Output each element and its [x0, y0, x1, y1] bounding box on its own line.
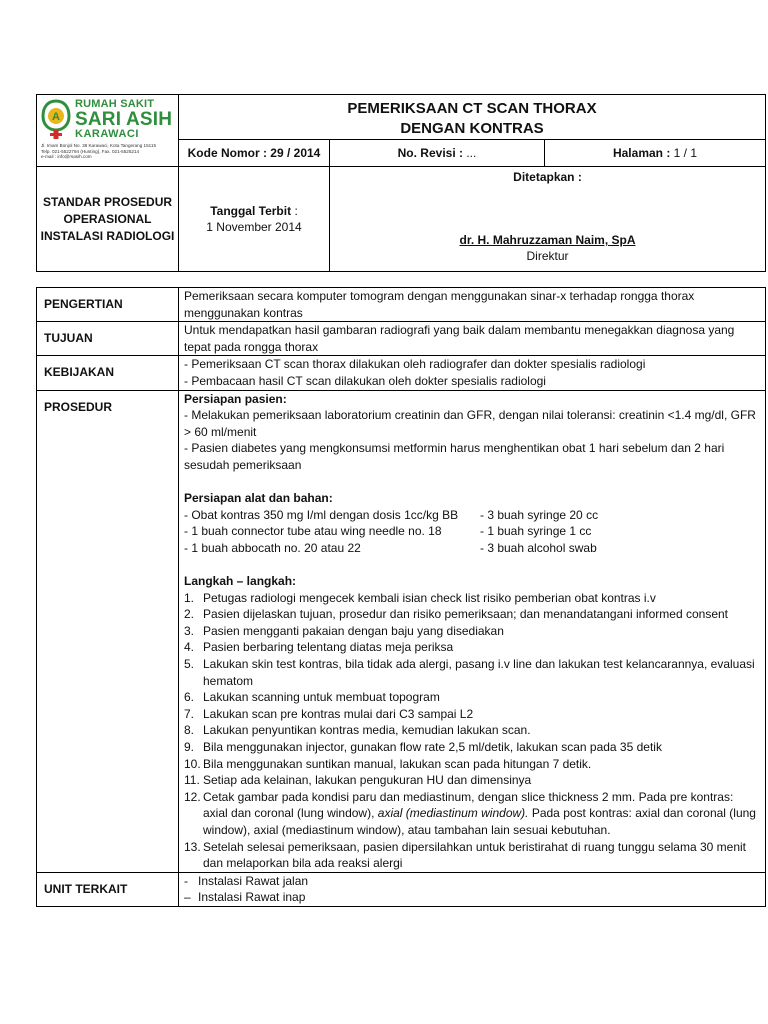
- svg-text:A: A: [52, 111, 60, 123]
- signer-title: Direktur: [526, 249, 569, 263]
- halaman: Halaman : 1 / 1: [545, 140, 766, 167]
- unit-terkait-label: UNIT TERKAIT: [37, 872, 179, 906]
- langkah-item: 10. Bila menggunakan suntikan manual, lakukan scan pada hitungan 7 detik.: [184, 756, 592, 771]
- langkah-item: 2. Pasien dijelaskan tujuan, prosedur dan risiko pemeriksaan; dan menandatangani informed consent: [184, 607, 728, 622]
- title-line-2: DENGAN KONTRAS: [400, 120, 544, 137]
- pengertian-text: Pemeriksaan secara komputer tomogram dengan menggunakan sinar-x terhadap rongga thorax menggunakan kontras: [179, 288, 766, 322]
- tanggal-value: 1 November 2014: [206, 220, 302, 234]
- address-line: Telp. 021-5522794 (Hunting), Fax. 021-5525214: [41, 148, 140, 154]
- signer-name: dr. H. Mahruzzaman Naim, SpA: [459, 233, 636, 247]
- document-title: [179, 95, 766, 140]
- alat-item: - Obat kontras 350 mg I/ml dengan dosis 1cc/kg BB: [184, 507, 459, 522]
- langkah-item: 3. Pasien mengganti pakaian dengan baju yang disediakan: [184, 623, 504, 638]
- langkah-list: [184, 590, 761, 872]
- prosedur-label: PROSEDUR: [37, 390, 179, 872]
- no-revisi: No. Revisi : ...: [330, 140, 545, 167]
- langkah-item: 13. Setelah selesai pemeriksaan, pasien dipersilahkan untuk beristirahat di ruang tunggu selama 30 menit dan melaporkan bila ada reaksi alergi: [184, 839, 746, 871]
- persiapan-alat-title: Persiapan alat dan bahan:: [184, 491, 333, 506]
- langkah-item: 1. Petugas radiologi mengecek kembali isian check list risiko pemberian obat kontras i.v: [184, 590, 656, 605]
- title-line-1: PEMERIKSAAN CT SCAN THORAX: [347, 100, 597, 117]
- alat-item: - 3 buah syringe 20 cc: [480, 507, 599, 522]
- tujuan-text: Untuk mendapatkan hasil gambaran radiografi yang baik dalam membantu menegakkan diagnosa yang tepat pada rongga thorax: [179, 322, 766, 356]
- kebijakan-list: [179, 356, 766, 390]
- langkah-item: 5. Lakukan skin test kontras, bila tidak ada alergi, pasang i.v line dan lakukan test kelancarannya, evaluasi hematom: [184, 657, 755, 688]
- hospital-logo-block: [37, 95, 179, 167]
- langkah-item: 9. Bila menggunakan injector, gunakan flow rate 2,5 ml/detik, lakukan scan pada 35 detik: [184, 740, 662, 755]
- langkah-item: 11. Setiap ada kelainan, lakukan pengukuran HU dan dimensinya: [184, 773, 532, 788]
- kode-nomor: Kode Nomor : 29 / 2014: [179, 140, 330, 167]
- alat-bahan-list: [184, 507, 761, 557]
- prosedur-content: [179, 390, 766, 872]
- unit-item: - Instalasi Rawat jalan: [184, 873, 309, 888]
- kebijakan-item: - Pemeriksaan CT scan thorax dilakukan oleh radiografer dan dokter spesialis radiologi: [184, 357, 646, 372]
- tujuan-label: TUJUAN: [37, 322, 179, 356]
- header-table: [36, 94, 766, 272]
- pengertian-label: PENGERTIAN: [37, 288, 179, 322]
- alat-item: - 1 buah abbocath no. 20 atau 22: [184, 540, 361, 555]
- alat-item: - 1 buah syringe 1 cc: [480, 524, 592, 539]
- body-table: [36, 287, 766, 907]
- sop-title: STANDAR PROSEDUR OPERASIONAL INSTALASI RADIOLOGI: [37, 167, 179, 272]
- alat-item: - 1 buah connector tube atau wing needle no. 18: [184, 524, 442, 539]
- kebijakan-label: KEBIJAKAN: [37, 356, 179, 390]
- persiapan-pasien-title: Persiapan pasien:: [184, 391, 287, 406]
- langkah-item: 6. Lakukan scanning untuk membuat topogram: [184, 690, 440, 705]
- unit-terkait-list: [179, 872, 766, 906]
- ditetapkan-block: [330, 167, 766, 272]
- logo-line-2: SARI ASIH: [75, 109, 173, 130]
- langkah-item: 7. Lakukan scan pre kontras mulai dari C3 sampai L2: [184, 706, 474, 721]
- langkah-item: 12. Cetak gambar pada kondisi paru dan mediastinum, dengan slice thickness 2 mm. Pada pre kontras: axial dan coronal (lung window), axial (mediastinum window). Pada post kontras: axial dan coronal (lung window), axial (mediastinum window), atau tambahan lain sesuai kebutuhan.: [184, 789, 756, 837]
- logo-line-3: KARAWACI: [75, 128, 139, 140]
- address-line: e-mail : info@rsasih.com: [41, 154, 92, 160]
- tanggal-label: Tanggal Terbit: [210, 204, 292, 218]
- langkah-title: Langkah – langkah:: [184, 574, 297, 589]
- kebijakan-item: - Pembacaan hasil CT scan dilakukan oleh dokter spesialis radiologi: [184, 373, 546, 388]
- persiapan-pasien-item: - Pasien diabetes yang mengkonsumsi metformin harus menghentikan obat 1 hari sebelum dan 2 hari sesudah pemeriksaan: [184, 441, 725, 472]
- address-line: Jl. Imam Bonjol No. 38 Karawaci, Kota Tangerang 15115: [41, 143, 156, 148]
- logo-line-1: RUMAH SAKIT: [75, 98, 155, 110]
- tanggal-terbit: Tanggal Terbit : 1 November 2014: [179, 167, 330, 272]
- langkah-item: 8. Lakukan penyuntikan kontras media, kemudian lakukan scan.: [184, 723, 531, 738]
- hospital-logo-icon: [41, 99, 71, 139]
- alat-item: - 3 buah alcohol swab: [480, 540, 597, 555]
- ditetapkan-label: Ditetapkan :: [513, 170, 582, 184]
- langkah-item: 4. Pasien berbaring telentang diatas meja periksa: [184, 640, 454, 655]
- unit-item: – Instalasi Rawat inap: [184, 890, 306, 905]
- persiapan-pasien-item: - Melakukan pemeriksaan laboratorium creatinin dan GFR, dengan nilai toleransi: creatinin <1.4 mg/dl, GFR > 60 ml/menit: [184, 408, 756, 439]
- hospital-address: [41, 143, 174, 160]
